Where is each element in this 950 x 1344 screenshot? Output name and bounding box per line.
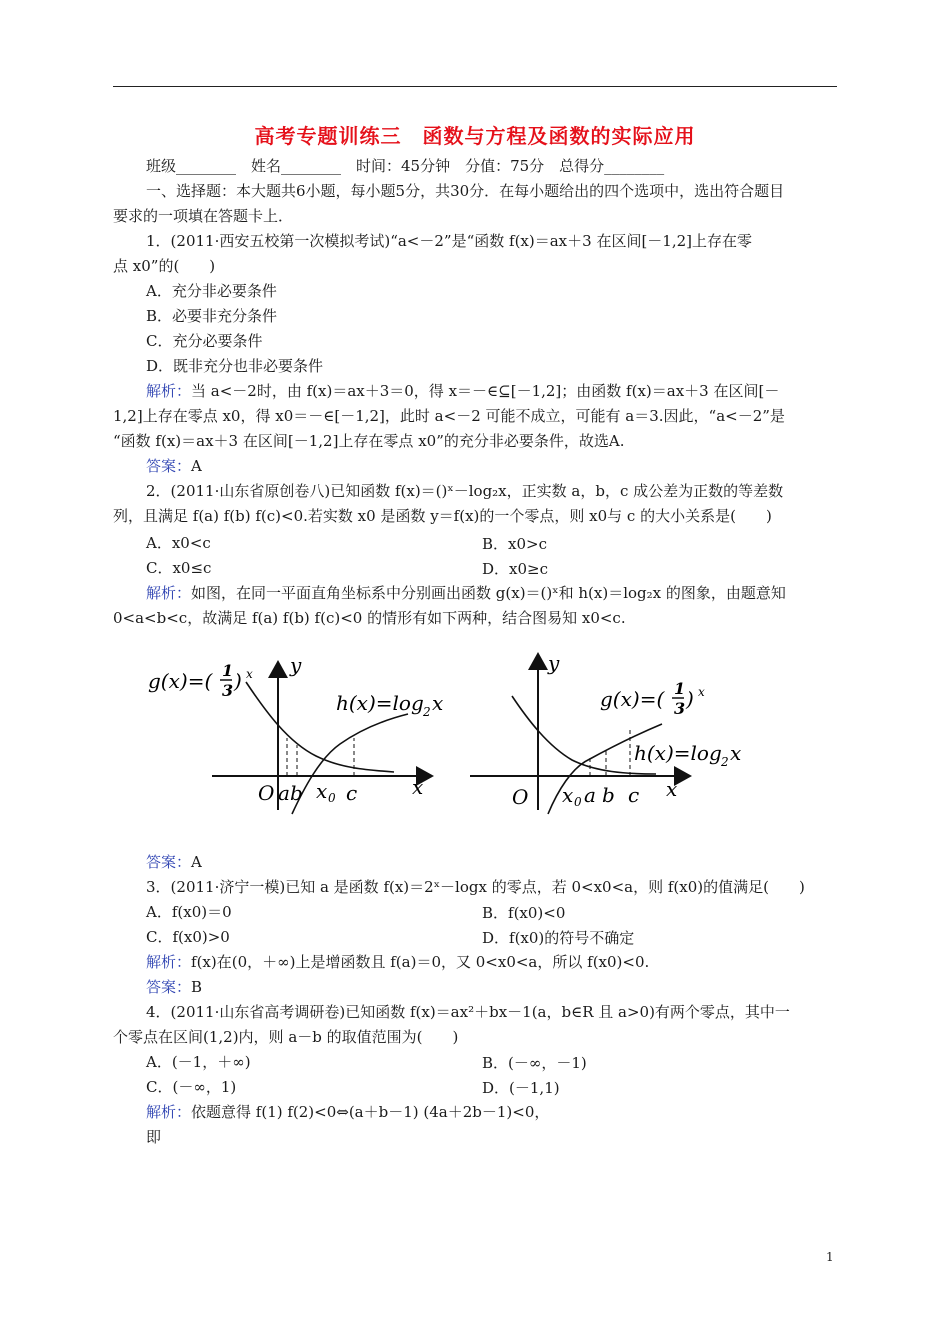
- answer-value: B: [191, 978, 203, 996]
- q2-option-a: A．x0<c: [146, 534, 211, 552]
- analysis-text: 依题意得 f(1) f(2)<0⇔(a＋b－1) (4a＋2b－1)<0，: [191, 1103, 550, 1121]
- left-point-x0-sub: 0: [328, 791, 336, 805]
- answer-label: 答案：: [146, 853, 192, 871]
- function-graphs-figure: [140, 642, 820, 822]
- left-point-c: c: [346, 781, 358, 805]
- left-h-label: h(x)=log: [336, 691, 424, 715]
- q2-option-c: C．x0≤c: [146, 559, 212, 577]
- q2-analysis-line1: [146, 583, 786, 603]
- q3-option-b: B．f(x0)<0: [482, 904, 566, 922]
- q3-option-d: D．f(x0)的符号不确定: [482, 929, 635, 947]
- analysis-label: 解析：: [146, 1103, 192, 1121]
- left-g-frac-num: 1: [222, 661, 234, 680]
- right-y-label: y: [548, 651, 560, 675]
- right-point-x0: x: [562, 783, 574, 807]
- right-g-close: ): [686, 687, 694, 711]
- q2-option-d: D．x0≥c: [482, 560, 548, 578]
- left-point-x0: x: [316, 779, 328, 803]
- q4-option-d: D．(－1,1): [482, 1079, 560, 1097]
- left-point-b: b: [290, 781, 303, 805]
- q1-option-b: B．必要非充分条件: [146, 307, 278, 325]
- answer-label: 答案：: [146, 457, 192, 475]
- q1-stem-line2: 点 x0”的( ): [113, 257, 216, 275]
- q1-analysis-line3: “函数 f(x)＝ax＋3 在区间[－1,2]上存在零点 x0”的充分非必要条件，故选A.: [113, 432, 625, 450]
- right-h-var: x: [730, 741, 742, 765]
- q2-stem-line1: 2．(2011·山东省原创卷八)已知函数 f(x)＝()ˣ－log₂x，正实数 a，b，c 成公差为正数的等差数: [146, 482, 784, 500]
- q1-option-d: D．既非充分也非必要条件: [146, 357, 324, 375]
- left-h-var: x: [432, 691, 444, 715]
- section-intro-line1: 一、选择题：本大题共6小题，每小题5分，共30分．在每小题给出的四个选项中，选出符合题目: [146, 182, 785, 200]
- q2-analysis-line2: 0<a<b<c，故满足 f(a) f(b) f(c)<0 的情形有如下两种，结合图易知 x0<c.: [113, 609, 626, 627]
- right-g-label: g(x)=(: [600, 687, 665, 711]
- q4-option-c: C．(－∞，1): [146, 1078, 237, 1096]
- q3-option-c: C．f(x0)>0: [146, 928, 230, 946]
- left-g-frac-den: 3: [222, 681, 234, 700]
- right-point-a: a: [584, 783, 596, 807]
- q4-stem-line1: 4．(2011·山东省高考调研卷)已知函数 f(x)＝ax²＋bx－1(a，b∈R 且 a>0)有两个零点，其中一: [146, 1003, 790, 1021]
- right-g-frac-den: 3: [674, 699, 686, 718]
- right-origin-label: O: [512, 785, 529, 809]
- q4-stem-line2: 个零点在区间(1,2)内，则 a－b 的取值范围为( ): [113, 1028, 459, 1046]
- analysis-label: 解析：: [146, 382, 192, 400]
- right-point-c: c: [628, 783, 640, 807]
- right-h-sub: 2: [721, 755, 729, 769]
- left-point-a: a: [278, 781, 290, 805]
- page-number: 1: [826, 1250, 834, 1264]
- analysis-text: f(x)在(0，＋∞)上是增函数且 f(a)＝0，又 0<x0<a，所以 f(x0)<0.: [191, 953, 650, 971]
- header-rule: [113, 86, 837, 87]
- right-h-label: h(x)=log: [634, 741, 722, 765]
- q4-analysis-line1: [146, 1102, 549, 1122]
- left-g-exp: x: [246, 667, 253, 681]
- q3-answer: [146, 977, 202, 997]
- q2-answer: [146, 852, 202, 872]
- q1-option-a: A．充分非必要条件: [146, 282, 277, 300]
- q1-analysis-line1: [146, 381, 779, 401]
- q3-stem-line1: 3．(2011·济宁一模)已知 a 是函数 f(x)＝2ˣ－logx 的零点，若 0<x0<a，则 f(x0)的值满足( ): [146, 878, 805, 896]
- q1-answer: [146, 456, 202, 476]
- analysis-text: 当 a<－2时，由 f(x)＝ax＋3＝0，得 x＝－∈⊆[－1,2]；由函数 f(x)＝ax＋3 在区间[－: [191, 382, 780, 400]
- right-g-frac-num: 1: [674, 679, 686, 698]
- answer-label: 答案：: [146, 978, 192, 996]
- q4-option-b: B．(－∞，－1): [482, 1054, 587, 1072]
- q2-option-b: B．x0>c: [482, 535, 547, 553]
- left-origin-label: O: [258, 781, 275, 805]
- left-graph: [148, 653, 443, 814]
- q1-stem-line1: 1．(2011·西安五校第一次模拟考试)“a<－2”是“函数 f(x)＝ax＋3 在区间[－1,2]上存在零: [146, 232, 753, 250]
- left-x-label: x: [412, 775, 424, 799]
- analysis-label: 解析：: [146, 953, 192, 971]
- right-point-b: b: [602, 783, 615, 807]
- q4-option-a: A．(－1，＋∞): [146, 1053, 251, 1071]
- right-graph: [470, 651, 741, 814]
- right-x-label: x: [666, 777, 678, 801]
- answer-value: A: [191, 853, 202, 871]
- graphs-svg: [140, 642, 820, 822]
- left-g-close: ): [234, 669, 242, 693]
- q3-analysis-line1: [146, 952, 649, 972]
- q2-stem-line2: 列，且满足 f(a) f(b) f(c)<0.若实数 x0 是函数 y＝f(x)的一个零点，则 x0与 c 的大小关系是( ): [113, 507, 772, 525]
- right-g-exp: x: [698, 685, 705, 699]
- right-point-x0-sub: 0: [574, 795, 582, 809]
- q4-analysis-line2: 即: [146, 1128, 162, 1146]
- q1-analysis-line2: 1,2]上存在零点 x0，得 x0＝－∈[－1,2]，此时 a<－2 可能不成立，可能有 a＝3.因此，“a<－2”是: [113, 407, 785, 425]
- q3-option-a: A．f(x0)＝0: [146, 903, 232, 921]
- header-info: 班级________ 姓名________ 时间：45分钟 分值：75分 总得分________: [146, 157, 665, 175]
- left-h-sub: 2: [423, 705, 431, 719]
- page-title: 高考专题训练三 函数与方程及函数的实际应用: [254, 124, 696, 148]
- analysis-label: 解析：: [146, 584, 192, 602]
- left-g-label: g(x)=(: [148, 669, 213, 693]
- section-intro-line2: 要求的一项填在答题卡上．: [113, 207, 294, 225]
- analysis-text: 如图，在同一平面直角坐标系中分别画出函数 g(x)＝()ˣ和 h(x)＝log₂x 的图象，由题意知: [191, 584, 786, 602]
- left-y-label: y: [290, 653, 302, 677]
- q1-option-c: C．充分必要条件: [146, 332, 263, 350]
- answer-value: A: [191, 457, 202, 475]
